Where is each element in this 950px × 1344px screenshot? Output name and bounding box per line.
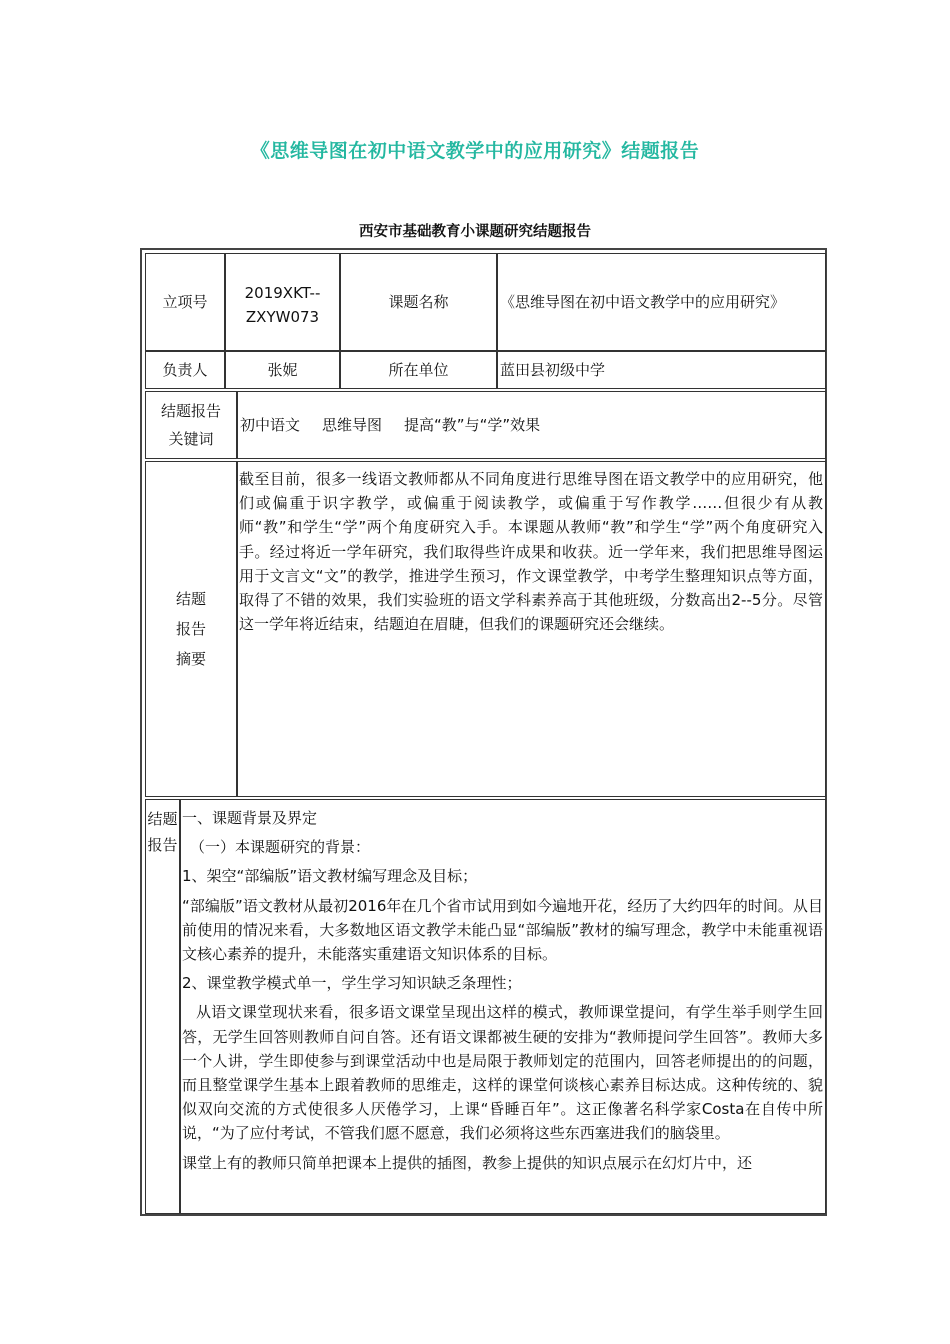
value-keywords — [237, 391, 826, 459]
document-title: 《思维导图在初中语文教学中的应用研究》结题报告 — [250, 140, 700, 162]
label-person-in-charge: 负责人 — [145, 351, 225, 389]
label-keywords: 结题报告 关键词 — [145, 391, 237, 459]
value-unit: 蓝田县初级中学 — [497, 351, 826, 389]
value-summary — [237, 461, 826, 797]
value-topic-name: 《思维导图在初中语文教学中的应用研究》 — [497, 253, 826, 351]
document-subtitle: 西安市基础教育小课题研究结题报告 — [359, 224, 591, 240]
report-table — [140, 248, 827, 1216]
keyword-1: 初中语文 — [240, 416, 301, 434]
report-paragraph-2: 从语文课堂现状来看，很多语文课堂呈现出这样的模式，教师课堂提问，有学生举手则学生回答，无学生回答则教师自问自答。还有语文课都被生硬的安排为“教师提问学生回答”。教师大多一个人讲，学生即使参与到课堂活动中也是局限于教师划定的范围内，回答老师提出的的问题，而且整堂课学生基本上跟着教师的思维走，这样的课堂何谈核心素养目标达成。这种传统的、貌似双向交流的方式使很多人厌倦学习，上课“昏睡百年”。这正像著名科学家Costa在自传中所说，“为了应付考试，不管我们愿不愿意，我们必须将这些东西塞进我们的脑袋里。 — [182, 1003, 823, 1143]
report-item-1: 1、架空“部编版”语文教材编写理念及目标； — [182, 867, 478, 886]
value-person-in-charge: 张妮 — [225, 351, 340, 389]
report-paragraph-3: 课堂上有的教师只简单把课本上提供的插图，教参上提供的知识点展示在幻灯片中，还 — [182, 1153, 753, 1172]
report-paragraph-1: “部编版”语文教材从最初2016年在几个省市试用到如今遍地开花，经历了大约四年的时间。从目前使用的情况来看，大多数地区语文教学未能凸显“部编版”教材的编写理念，教学中未能重视语文核心素养的提升，未能落实重建语文知识体系的目标。 — [182, 896, 823, 964]
keyword-3: 提高“教”与“学”效果 — [404, 416, 541, 434]
report-item-2: 2、课堂教学模式单一，学生学习知识缺乏条理性； — [182, 974, 522, 993]
label-topic-name: 课题名称 — [340, 253, 497, 351]
keyword-2: 思维导图 — [322, 416, 383, 434]
label-report: 结题 报告 — [145, 799, 180, 1214]
label-summary: 结题 报告 摘要 — [145, 461, 237, 797]
value-report — [180, 799, 826, 1214]
label-unit: 所在单位 — [340, 351, 497, 389]
summary-text: 截至目前，很多一线语文教师都从不同角度进行思维导图在语文教学中的应用研究，他们或偏重于识字教学，或偏重于阅读教学，或偏重于写作教学……但很少有从教师“教”和学生“学”两个角度研究入手。本课题从教师“教”和学生“学”两个角度研究入手。经过将近一学年研究，我们取得些许成果和收获。近一学年来，我们把思维导图运用于文言文“文”的教学，推进学生预习，作文课堂教学，中考学生整理知识点等方面，取得了不错的效果，我们实验班的语文学科素养高于其他班级，分数高出2--5分。尽管这一学年将近结束，结题迫在眉睫，但我们的课题研究还会继续。 — [239, 470, 823, 634]
report-heading-2: （一）本课题研究的背景： — [190, 838, 371, 857]
report-heading-1: 一、课题背景及界定 — [182, 809, 318, 827]
label-project-id: 立项号 — [145, 253, 225, 351]
value-project-id: 2019XKT-- ZXYW073 — [225, 253, 340, 351]
